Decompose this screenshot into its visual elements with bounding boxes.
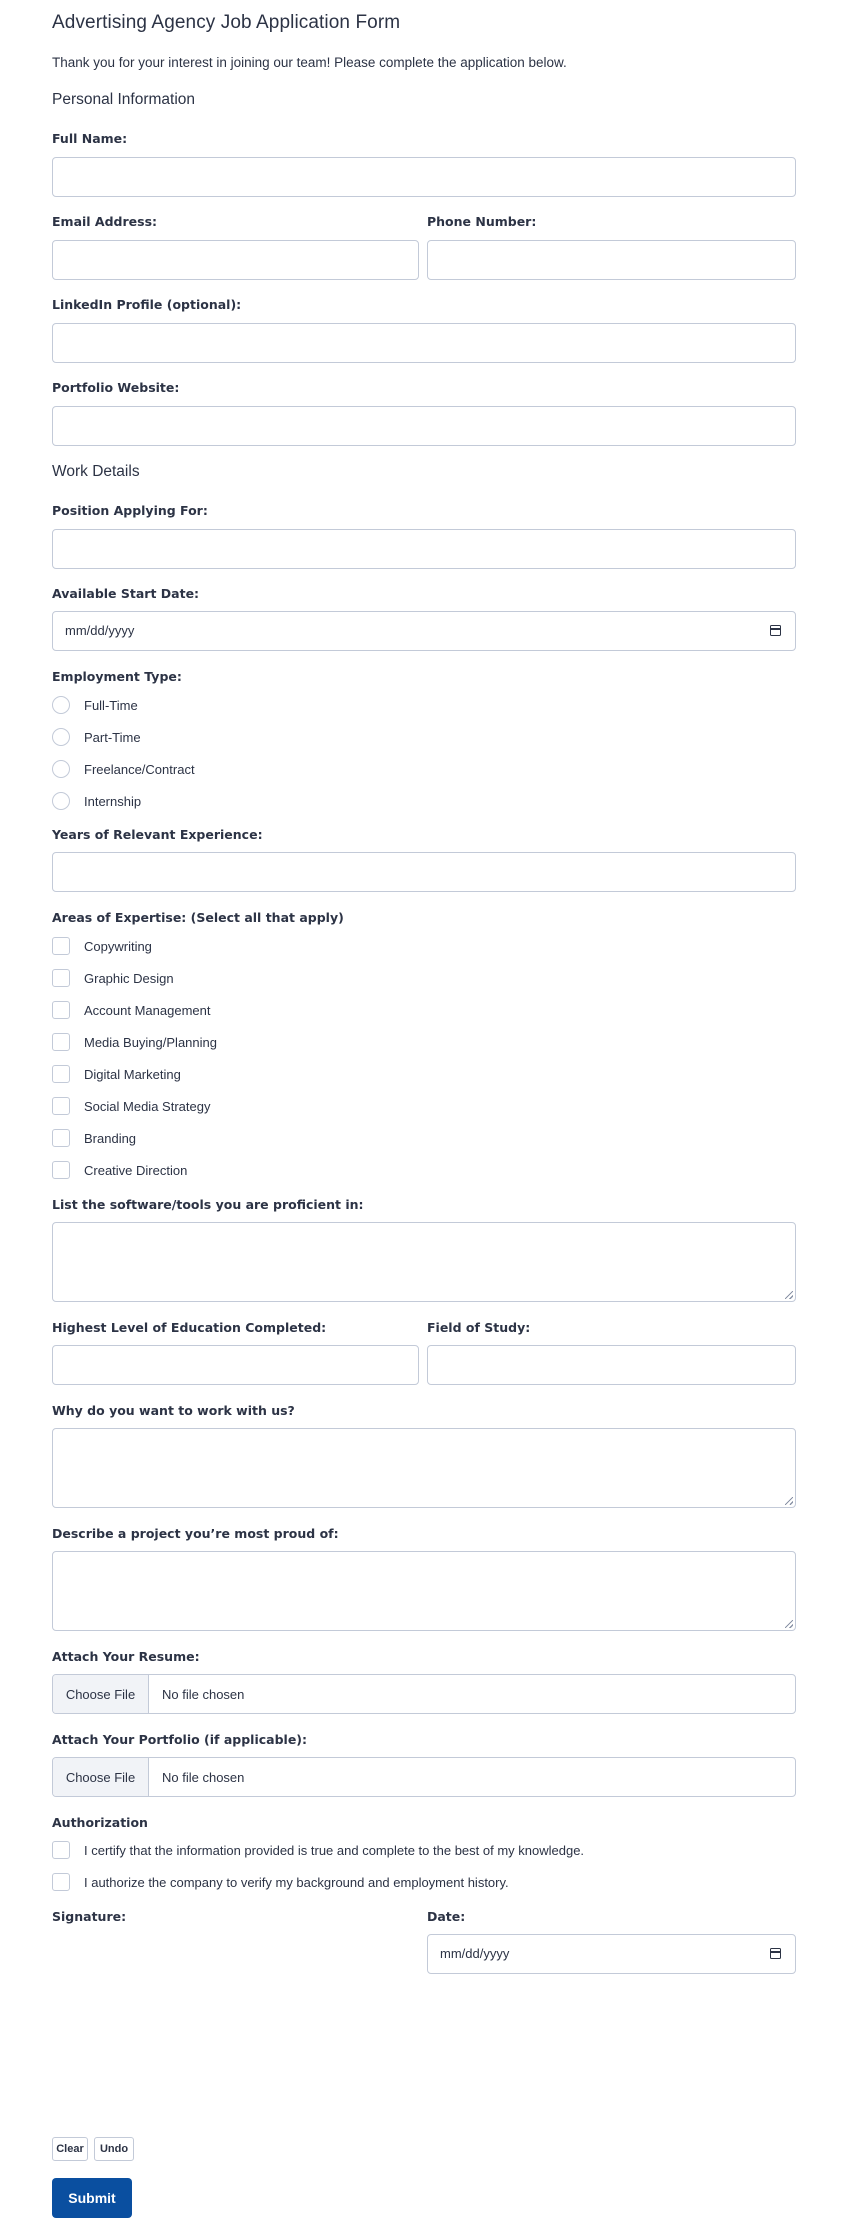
- radio-label: Internship: [84, 793, 142, 809]
- form-title: Advertising Agency Job Application Form: [52, 12, 401, 33]
- full-name-input[interactable]: [52, 157, 796, 197]
- checkbox-certify[interactable]: [52, 1839, 584, 1861]
- calendar-icon[interactable]: [770, 1948, 781, 1959]
- email-label: Email Address:: [52, 214, 158, 229]
- submit-button[interactable]: Submit: [52, 2178, 132, 2218]
- resume-file-input[interactable]: [52, 1674, 796, 1714]
- start-date-placeholder: mm/dd/yyyy: [65, 623, 135, 638]
- radio-circle[interactable]: [52, 696, 70, 714]
- checkbox-label: Social Media Strategy: [84, 1098, 211, 1114]
- checkbox-box[interactable]: [52, 1033, 70, 1051]
- field-of-study-input[interactable]: [427, 1345, 796, 1385]
- checkbox-label: Account Management: [84, 1002, 211, 1018]
- radio-circle[interactable]: [52, 792, 70, 810]
- position-label: Position Applying For:: [52, 503, 208, 518]
- checkbox-account-management[interactable]: [52, 999, 210, 1021]
- why-work-textarea[interactable]: [52, 1428, 796, 1508]
- checkbox-label: Creative Direction: [84, 1162, 188, 1178]
- portfolio-website-label: Portfolio Website:: [52, 380, 180, 395]
- start-date-label: Available Start Date:: [52, 586, 200, 601]
- checkbox-box[interactable]: [52, 1097, 70, 1115]
- employment-type-label: Employment Type:: [52, 669, 182, 684]
- radio-circle[interactable]: [52, 728, 70, 746]
- radio-full-time[interactable]: [52, 694, 138, 716]
- checkbox-digital-marketing[interactable]: [52, 1063, 181, 1085]
- undo-signature-button[interactable]: Undo: [94, 2137, 134, 2161]
- portfolio-website-input[interactable]: [52, 406, 796, 446]
- signature-label: Signature:: [52, 1909, 127, 1924]
- radio-circle[interactable]: [52, 760, 70, 778]
- radio-internship[interactable]: [52, 790, 141, 812]
- portfolio-file-input[interactable]: [52, 1757, 796, 1797]
- file-status: No file chosen: [162, 1686, 245, 1702]
- checkbox-label: Copywriting: [84, 938, 152, 954]
- choose-file-button[interactable]: Choose File: [53, 1675, 149, 1713]
- education-input[interactable]: [52, 1345, 419, 1385]
- full-name-label: Full Name:: [52, 131, 128, 146]
- checkbox-authorize[interactable]: [52, 1871, 509, 1893]
- project-label: Describe a project you’re most proud of:: [52, 1526, 339, 1541]
- software-textarea[interactable]: [52, 1222, 796, 1302]
- why-work-label: Why do you want to work with us?: [52, 1403, 295, 1418]
- checkbox-label: I certify that the information provided is true and complete to the best of my knowledge.: [84, 1842, 585, 1858]
- radio-freelance[interactable]: [52, 758, 195, 780]
- checkbox-copywriting[interactable]: [52, 935, 152, 957]
- resize-grip-icon[interactable]: [785, 1497, 793, 1505]
- linkedin-label: LinkedIn Profile (optional):: [52, 297, 242, 312]
- checkbox-branding[interactable]: [52, 1127, 136, 1149]
- checkbox-box[interactable]: [52, 1001, 70, 1019]
- checkbox-box[interactable]: [52, 937, 70, 955]
- linkedin-input[interactable]: [52, 323, 796, 363]
- project-textarea[interactable]: [52, 1551, 796, 1631]
- resume-label: Attach Your Resume:: [52, 1649, 200, 1664]
- checkbox-box[interactable]: [52, 1841, 70, 1859]
- clear-signature-button[interactable]: Clear: [52, 2137, 88, 2161]
- start-date-input[interactable]: [52, 611, 796, 651]
- experience-input[interactable]: [52, 852, 796, 892]
- checkbox-box[interactable]: [52, 1065, 70, 1083]
- position-input[interactable]: [52, 529, 796, 569]
- field-of-study-label: Field of Study:: [427, 1320, 531, 1335]
- checkbox-label: I authorize the company to verify my background and employment history.: [84, 1874, 509, 1890]
- signature-date-input[interactable]: [427, 1934, 796, 1974]
- checkbox-social-media[interactable]: [52, 1095, 210, 1117]
- date-label: Date:: [427, 1909, 466, 1924]
- checkbox-label: Branding: [84, 1130, 137, 1146]
- checkbox-label: Media Buying/Planning: [84, 1034, 217, 1050]
- checkbox-box[interactable]: [52, 1873, 70, 1891]
- form-intro: Thank you for your interest in joining our team! Please complete the application below.: [52, 55, 567, 70]
- expertise-label: Areas of Expertise: (Select all that apply): [52, 910, 344, 925]
- signature-date-placeholder: mm/dd/yyyy: [440, 1946, 510, 1961]
- radio-label: Full-Time: [84, 697, 138, 713]
- work-details-heading: Work Details: [52, 463, 140, 480]
- personal-info-heading: Personal Information: [52, 91, 196, 108]
- phone-input[interactable]: [427, 240, 796, 280]
- choose-file-button[interactable]: Choose File: [53, 1758, 149, 1796]
- radio-part-time[interactable]: [52, 726, 141, 748]
- resize-grip-icon[interactable]: [785, 1620, 793, 1628]
- resize-grip-icon[interactable]: [785, 1291, 793, 1299]
- radio-label: Freelance/Contract: [84, 761, 195, 777]
- calendar-icon[interactable]: [770, 625, 781, 636]
- checkbox-box[interactable]: [52, 1129, 70, 1147]
- portfolio-attach-label: Attach Your Portfolio (if applicable):: [52, 1732, 308, 1747]
- education-label: Highest Level of Education Completed:: [52, 1320, 327, 1335]
- email-input[interactable]: [52, 240, 419, 280]
- checkbox-media-buying[interactable]: [52, 1031, 217, 1053]
- checkbox-box[interactable]: [52, 969, 70, 987]
- phone-label: Phone Number:: [427, 214, 537, 229]
- checkbox-label: Graphic Design: [84, 970, 174, 986]
- authorization-heading: Authorization: [52, 1815, 148, 1830]
- file-status: No file chosen: [162, 1769, 245, 1785]
- checkbox-creative-direction[interactable]: [52, 1159, 187, 1181]
- checkbox-graphic-design[interactable]: [52, 967, 174, 989]
- checkbox-box[interactable]: [52, 1161, 70, 1179]
- software-label: List the software/tools you are proficient in:: [52, 1197, 364, 1212]
- signature-pad[interactable]: [52, 1930, 419, 2130]
- experience-label: Years of Relevant Experience:: [52, 827, 263, 842]
- checkbox-label: Digital Marketing: [84, 1066, 181, 1082]
- radio-label: Part-Time: [84, 729, 141, 745]
